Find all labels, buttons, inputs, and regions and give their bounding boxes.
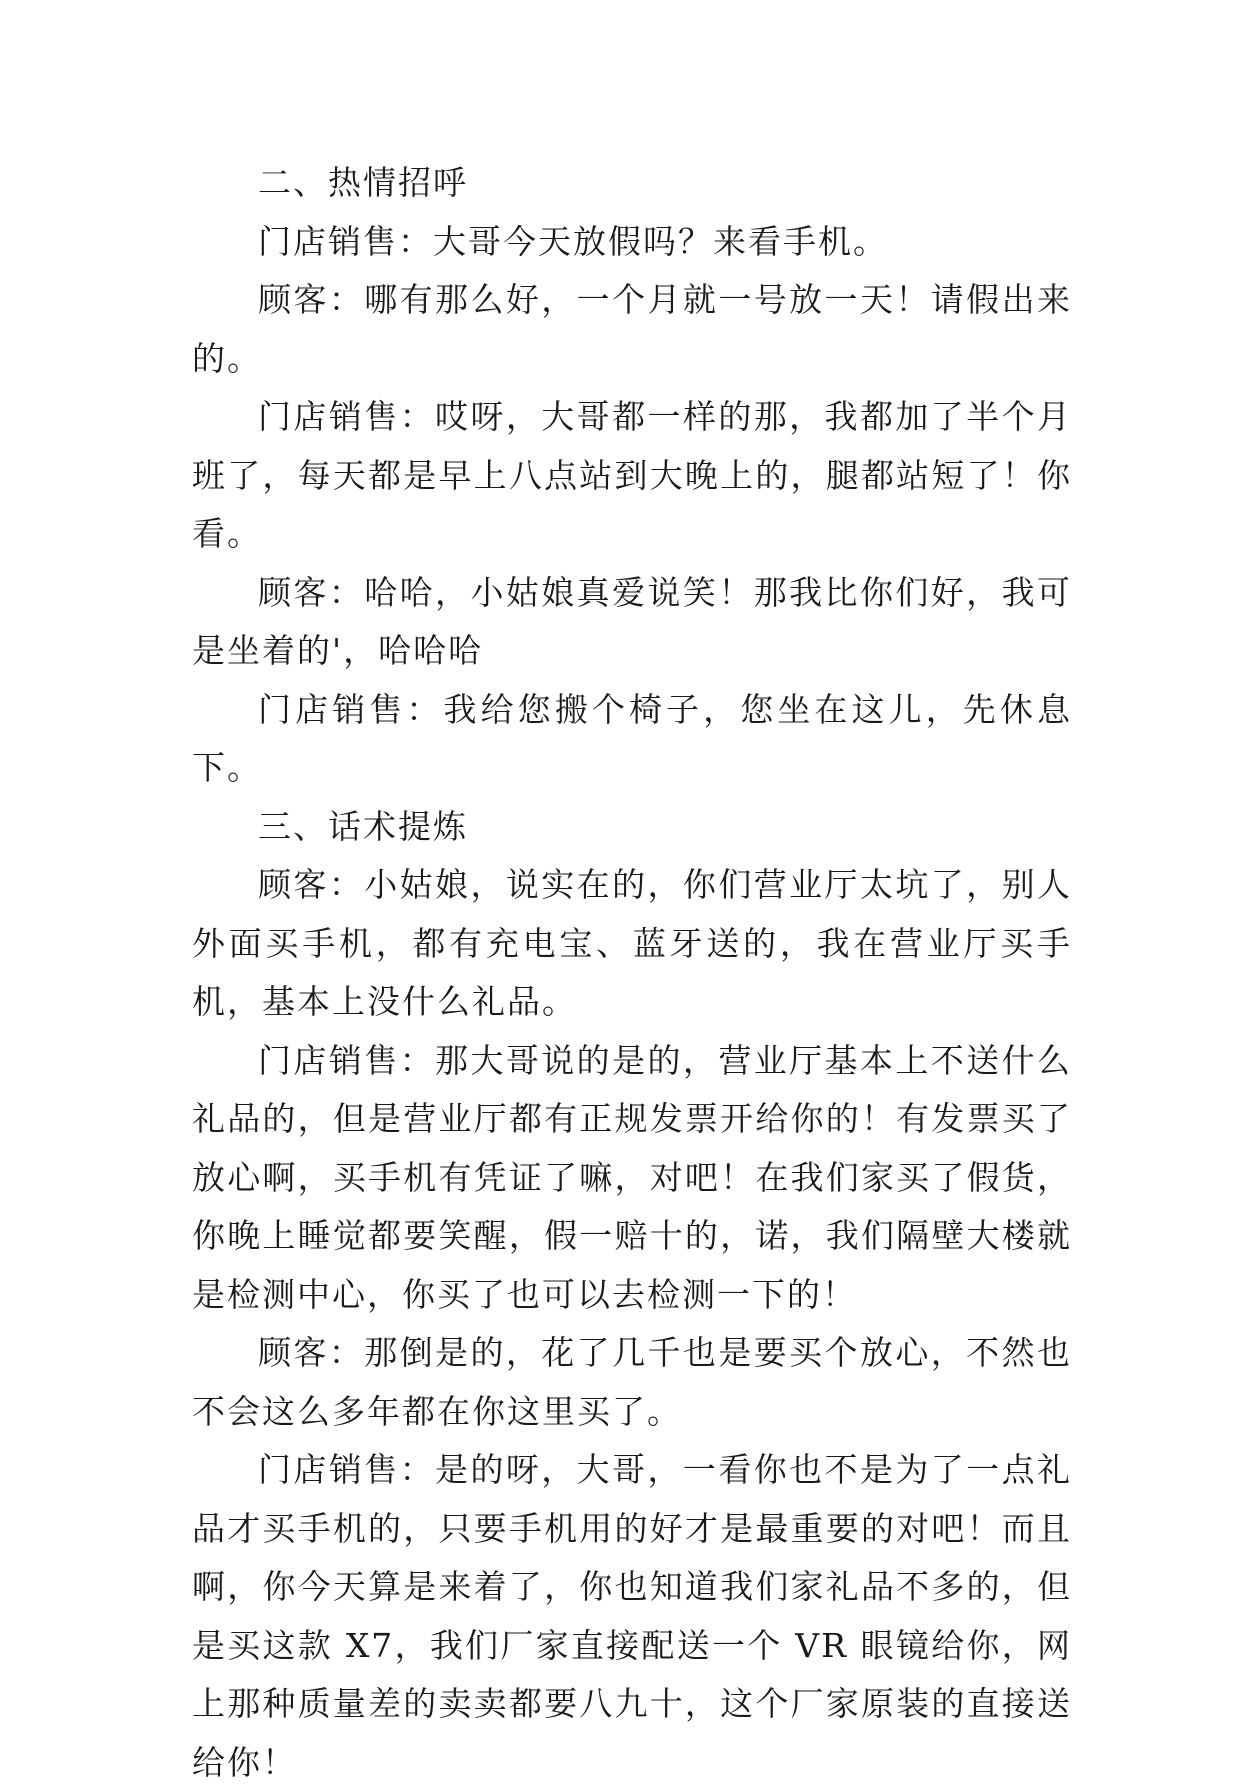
section-heading-warm-greeting: 二、热情招呼 [258,163,468,202]
dialogue-paragraph: 门店销售：是的呀，大哥，一看你也不是为了一点礼品才买手机的，只要手机用的好才是最重要的对吧！而且啊，你今天算是来着了，你也知道我们家礼品不多的，但是买这款 X7，我们厂家直接配送一个 VR 眼镜给你，网上那种质量差的卖卖都要八九十，这个厂家原装的直接送给你！ [192,1450,1072,1782]
dialogue-paragraph: 顾客：那倒是的，花了几千也是要买个放心，不然也不会这么多年都在你这里买了。 [192,1333,1072,1431]
section-heading-script-refining: 三、话术提炼 [258,806,468,846]
dialogue-paragraph: 门店销售：大哥今天放假吗？来看手机。 [258,221,888,261]
document-body [192,154,1072,1792]
dialogue-paragraph: 顾客：哪有那么好，一个月就一号放一天！请假出来的。 [192,280,1072,378]
dialogue-paragraph: 顾客：哈哈，小姑娘真爱说笑！那我比你们好，我可是坐着的'，哈哈哈 [192,572,1072,670]
dialogue-paragraph: 门店销售：我给您搬个椅子，您坐在这儿，先休息下。 [192,689,1072,787]
dialogue-paragraph: 顾客：小姑娘，说实在的，你们营业厅太坑了，别人外面买手机，都有充电宝、蓝牙送的，我在营业厅买手机，基本上没什么礼品。 [192,865,1072,1021]
dialogue-paragraph: 门店销售：那大哥说的是的，营业厅基本上不送什么礼品的，但是营业厅都有正规发票开给你的！有发票买了放心啊，买手机有凭证了嘛，对吧！在我们家买了假货，你晚上睡觉都要笑醒，假一赔十的，诺，我们隔壁大楼就是检测中心，你买了也可以去检测一下的！ [192,1040,1072,1314]
dialogue-paragraph: 门店销售：哎呀，大哥都一样的那，我都加了半个月班了，每天都是早上八点站到大晚上的，腿都站短了！你看。 [192,397,1072,553]
